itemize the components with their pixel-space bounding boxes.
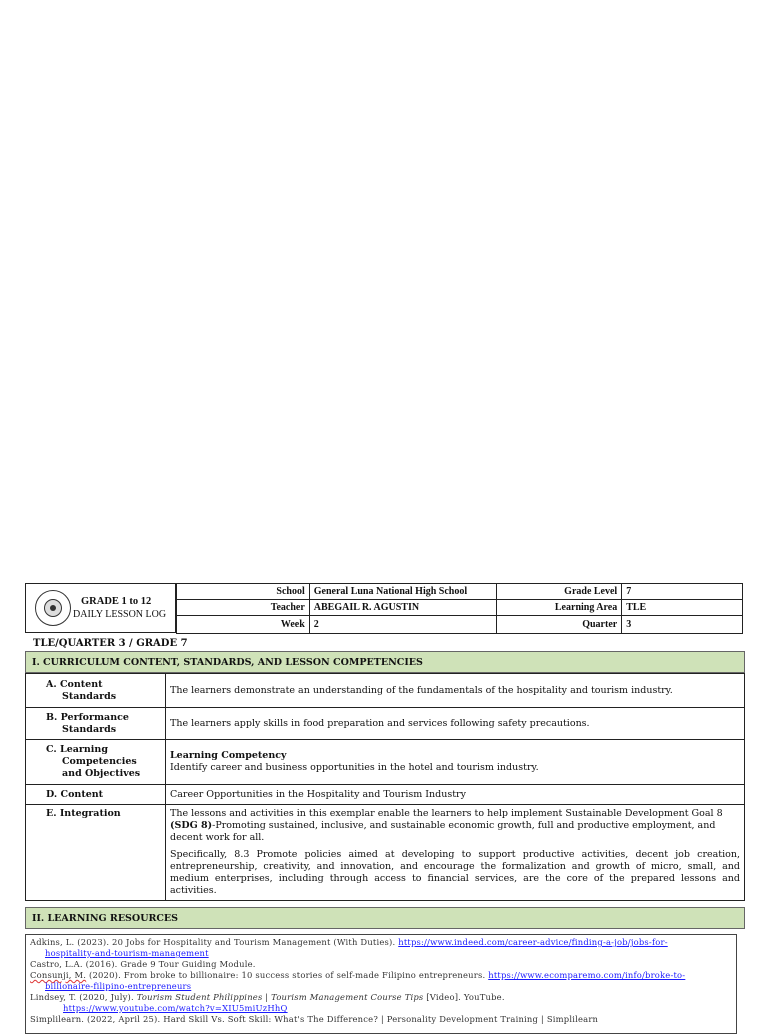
resources-list bbox=[25, 934, 737, 1034]
sdg-label: (SDG 8) bbox=[170, 820, 213, 831]
quarter-line: TLE/QUARTER 3 / GRADE 7 bbox=[33, 638, 188, 649]
table-row bbox=[26, 785, 745, 805]
meta-row bbox=[177, 600, 743, 616]
table-row bbox=[26, 708, 745, 740]
meta-key: Learning Area bbox=[497, 600, 622, 616]
meta-value: ABEGAIL R. AGUSTIN bbox=[309, 600, 497, 616]
meta-row bbox=[177, 584, 743, 600]
header-title: GRADE 1 to 12 bbox=[81, 596, 152, 607]
row-text bbox=[166, 740, 745, 785]
reference-item bbox=[30, 981, 732, 992]
row-label bbox=[26, 674, 166, 708]
meta-row bbox=[177, 616, 743, 634]
integration-paragraph bbox=[170, 808, 740, 844]
meta-key: Grade Level bbox=[497, 584, 622, 600]
meta-key: Quarter bbox=[497, 616, 622, 634]
para-text: The lessons and activities in this exemplar enable the learners to help implement Sustainable Development Goal 8 bbox=[170, 808, 723, 819]
reference-text: (2020). From broke to billionaire: 10 success stories of self-made Filipino entrepreneurs. bbox=[86, 970, 489, 980]
row-text: Career Opportunities in the Hospitality and Tourism Industry bbox=[166, 785, 745, 805]
deped-seal-icon bbox=[35, 590, 71, 626]
reference-item bbox=[30, 970, 732, 981]
table-row bbox=[26, 674, 745, 708]
label-line: Standards bbox=[62, 723, 117, 735]
label-line: Standards bbox=[62, 690, 117, 702]
reference-link[interactable]: https://www.indeed.com/career-advice/finding-a-job/jobs-for- bbox=[398, 937, 668, 947]
row-label: E. Integration bbox=[26, 805, 166, 901]
meta-value: TLE bbox=[622, 600, 743, 616]
reference-link[interactable]: hospitality-and-tourism-management bbox=[45, 948, 209, 958]
row-label bbox=[26, 708, 166, 740]
meta-value: General Luna National High School bbox=[309, 584, 497, 600]
meta-key: Teacher bbox=[177, 600, 310, 616]
competency-heading: Learning Competency bbox=[170, 750, 287, 761]
label-line: C. Learning bbox=[46, 744, 108, 755]
reference-text: [Video]. YouTube. bbox=[423, 992, 505, 1002]
meta-key: School bbox=[177, 584, 310, 600]
competencies-table bbox=[25, 673, 745, 901]
reference-title: Tourism Student Philippines | Tourism Management Course Tips bbox=[136, 992, 424, 1002]
row-text: The learners demonstrate an understanding of the fundamentals of the hospitality and tourism industry. bbox=[166, 674, 745, 708]
reference-item bbox=[30, 937, 732, 948]
meta-value: 3 bbox=[622, 616, 743, 634]
reference-link[interactable]: https://www.ecomparemo.com/info/broke-to- bbox=[488, 970, 686, 980]
reference-text: Lindsey, T. (2020, July). bbox=[30, 992, 137, 1002]
reference-text: Adkins, L. (2023). 20 Jobs for Hospitality and Tourism Management (With Duties). bbox=[30, 937, 399, 947]
meta-table bbox=[176, 583, 743, 634]
para-text: -Promoting sustained, inclusive, and sustainable economic growth, full and productive employment, and decent work for all. bbox=[170, 820, 716, 843]
label-line: A. Content bbox=[46, 678, 103, 690]
label-line: B. Performance bbox=[46, 711, 129, 723]
label-line: and Objectives bbox=[62, 768, 141, 779]
meta-value: 2 bbox=[309, 616, 497, 634]
label-line: Competencies bbox=[62, 756, 137, 767]
header-subtitle: DAILY LESSON LOG bbox=[73, 609, 167, 620]
reference-author: Consunji, M. bbox=[30, 970, 87, 980]
row-label bbox=[26, 740, 166, 785]
reference-item: Simplilearn. (2022, April 25). Hard Skill Vs. Soft Skill: What's The Difference? | Personality Development Training | Simplilearn bbox=[30, 1014, 599, 1024]
table-row bbox=[26, 805, 745, 901]
table-row bbox=[26, 740, 745, 785]
row-text bbox=[166, 805, 745, 901]
reference-link[interactable]: https://www.youtube.com/watch?v=XIU5miUzHhQ bbox=[63, 1003, 288, 1013]
section-heading: I. CURRICULUM CONTENT, STANDARDS, AND LESSON COMPETENCIES bbox=[25, 651, 745, 673]
meta-value: 7 bbox=[622, 584, 743, 600]
header-logo-box bbox=[25, 583, 176, 633]
competency-text: Identify career and business opportunities in the hotel and tourism industry. bbox=[170, 762, 539, 773]
meta-key: Week bbox=[177, 616, 310, 634]
reference-link[interactable]: billionaire-filipino-entrepreneurs bbox=[45, 981, 192, 991]
reference-item bbox=[30, 948, 732, 959]
integration-paragraph: Specifically, 8.3 Promote policies aimed at developing to support productive activities, decent job creation, entrepreneurship, creativity, and innovation, and encourage the formalization and growth of micro, small, and medium enterprises, including through access to financial services, are the core of the prepared lessons and activities. bbox=[170, 849, 740, 896]
row-text: The learners apply skills in food preparation and services following safety precautions. bbox=[166, 708, 745, 740]
reference-item: Castro, L.A. (2016). Grade 9 Tour Guiding Module. bbox=[30, 959, 256, 969]
section-heading: II. LEARNING RESOURCES bbox=[25, 907, 745, 929]
reference-item bbox=[30, 992, 732, 1003]
row-label: D. Content bbox=[26, 785, 166, 805]
reference-item bbox=[30, 1003, 732, 1014]
